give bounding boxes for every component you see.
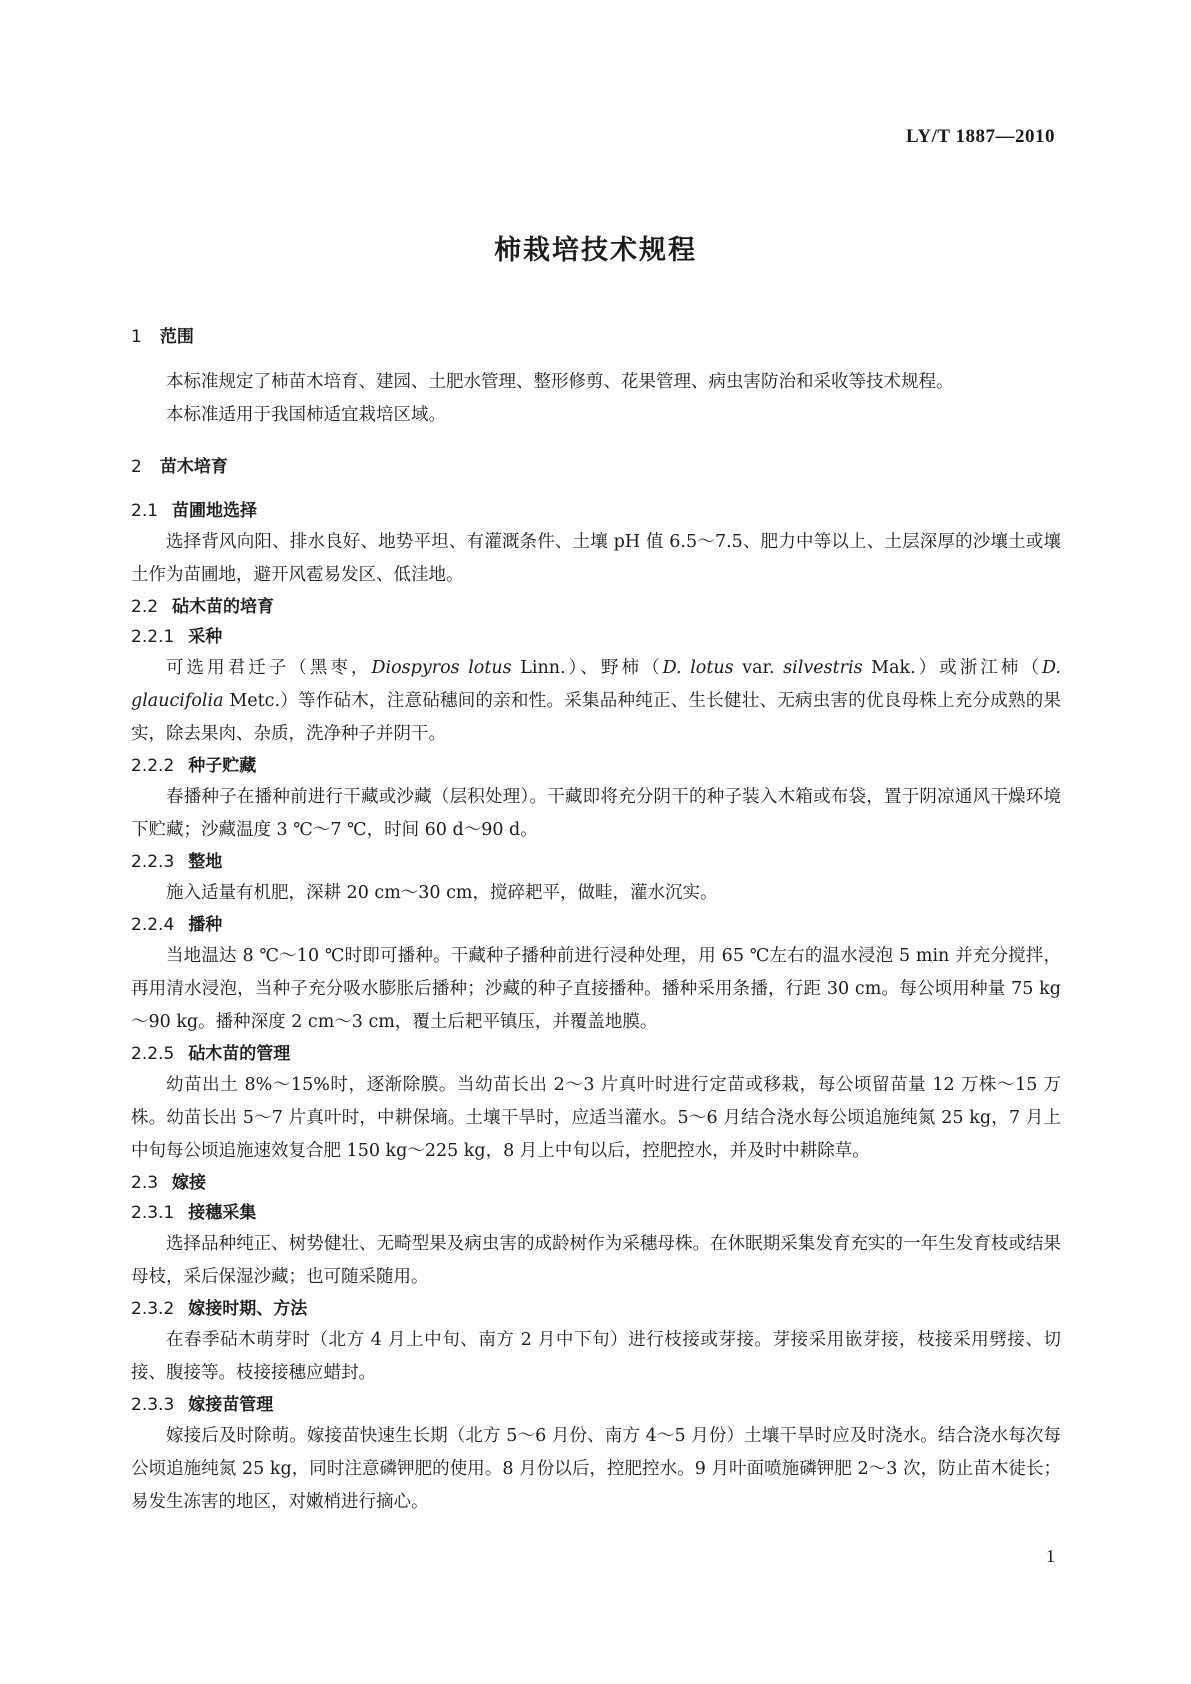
paragraph: 幼苗出土 8%～15%时，逐渐除膜。当幼苗长出 2～3 片真叶时进行定苗或移栽，每公顷留苗量 12 万株～15 万株。幼苗长出 5～7 片真叶时，中耕保墒。土壤干旱时，应适当灌水。5～6 月结合浇水每公顷追施纯氮 25 kg，7 月上中旬每公顷追施速效复合肥 150 kg～225 kg，8 月上中旬以后，控肥控水，并及时中耕除草。 — [131, 1075, 1061, 1161]
section-2-heading — [131, 450, 1061, 484]
section-2-2-5-heading — [131, 1039, 1061, 1069]
section-2-3-heading — [131, 1168, 1061, 1198]
section-number: 2.2.3 — [131, 852, 175, 872]
page-number: 1 — [1046, 1546, 1055, 1566]
paragraph: 选择品种纯正、树势健壮、无畸型果及病虫害的成龄树作为采穗母株。在休眠期采集发育充实的一年生发育枝或结果母枝，采后保湿沙藏；也可随采随用。 — [131, 1234, 1061, 1287]
section-title: 嫁接苗管理 — [188, 1395, 274, 1415]
paragraph: 嫁接后及时除萌。嫁接苗快速生长期（北方 5～6 月份、南方 4～5 月份）土壤干旱时应及时浇水。结合浇水每次每公顷追施纯氮 25 kg，同时注意磷钾肥的使用。8 月份以后，控肥控水。9 月叶面喷施磷钾肥 2～3 次，防止苗木徒长；易发生冻害的地区，对嫩梢进行摘心。 — [131, 1426, 1061, 1512]
section-2-2-4-heading — [131, 910, 1061, 940]
section-title: 砧木苗的培育 — [172, 597, 275, 617]
paragraph: 施入适量有机肥，深耕 20 cm～30 cm，搅碎耙平，做畦，灌水沉实。 — [166, 883, 718, 903]
section-title: 播种 — [188, 915, 223, 935]
section-title: 苗圃地选择 — [172, 501, 258, 521]
section-number: 2 — [131, 457, 142, 477]
latin-name: silvestris — [783, 658, 863, 678]
section-title: 接穗采集 — [188, 1203, 257, 1223]
section-2-3-1-heading — [131, 1198, 1061, 1228]
document-title: 柿栽培技术规程 — [494, 235, 697, 266]
section-title: 范围 — [159, 327, 194, 347]
text-run: var. — [733, 658, 784, 678]
paragraph: 当地温达 8 ℃～10 ℃时即可播种。干藏种子播种前进行浸种处理，用 65 ℃左右的温水浸泡 5 min 并充分搅拌，再用清水浸泡，当种子充分吸水膨胀后播种；沙藏的种子直接播种。播种采用条播，行距 30 cm。每公顷用种量 75 kg～90 kg。播种深度 2 cm～3 cm，覆土后耙平镇压，并覆盖地膜。 — [131, 946, 1061, 1032]
section-title: 嫁接时期、方法 — [188, 1299, 308, 1319]
section-title: 苗木培育 — [159, 457, 228, 477]
section-1-heading — [131, 320, 1061, 354]
text-run: Linn.）、野柿（ — [511, 658, 663, 678]
paragraph — [131, 652, 1061, 751]
section-number: 2.2.4 — [131, 915, 175, 935]
section-2-3-2-heading — [131, 1294, 1061, 1324]
text-run: Mak.）或浙江柿（ — [862, 658, 1043, 678]
section-number: 1 — [131, 327, 142, 347]
paragraph: 选择背风向阳、排水良好、地势平坦、有灌溉条件、土壤 pH 值 6.5～7.5、肥力中等以上、土层深厚的沙壤土或壤土作为苗圃地，避开风雹易发区、低洼地。 — [131, 532, 1061, 585]
standard-code: LY/T 1887—2010 — [905, 126, 1055, 147]
section-title: 嫁接 — [172, 1173, 207, 1193]
latin-name: D. glaucifolia — [131, 658, 1061, 711]
section-number: 2.1 — [131, 501, 159, 521]
section-title: 砧木苗的管理 — [188, 1044, 291, 1064]
section-number: 2.2 — [131, 597, 159, 617]
section-number: 2.2.2 — [131, 756, 175, 776]
section-title: 整地 — [188, 852, 223, 872]
text-run: 可选用君迁子（黑枣， — [166, 658, 372, 678]
document-body — [131, 320, 1061, 1519]
section-2-2-2-heading — [131, 751, 1061, 781]
section-number: 2.3.2 — [131, 1299, 175, 1319]
section-number: 2.2.5 — [131, 1044, 175, 1064]
latin-name: D. lotus — [662, 658, 734, 678]
text-run: Metc.）等作砧木，注意砧穗间的亲和性。采集品种纯正、生长健壮、无病虫害的优良母株上充分成熟的果实，除去果肉、杂质，洗净种子并阴干。 — [131, 691, 1061, 744]
section-title: 采种 — [188, 627, 223, 647]
section-2-3-3-heading — [131, 1390, 1061, 1420]
section-number: 2.3 — [131, 1173, 159, 1193]
paragraph: 本标准规定了柿苗木培育、建园、土肥水管理、整形修剪、花果管理、病虫害防治和采收等技术规程。 — [166, 372, 954, 392]
section-number: 2.3.1 — [131, 1203, 175, 1223]
section-title: 种子贮藏 — [188, 756, 257, 776]
paragraph: 春播种子在播种前进行干藏或沙藏（层积处理）。干藏即将充分阴干的种子装入木箱或布袋，置于阴凉通风干燥环境下贮藏；沙藏温度 3 ℃～7 ℃，时间 60 d～90 d。 — [131, 787, 1061, 840]
paragraph: 在春季砧木萌芽时（北方 4 月上中旬、南方 2 月中下旬）进行枝接或芽接。芽接采用嵌芽接，枝接采用劈接、切接、腹接等。枝接接穗应蜡封。 — [131, 1330, 1061, 1383]
paragraph: 本标准适用于我国柿适宜栽培区域。 — [166, 405, 446, 425]
latin-name: Diospyros lotus — [371, 658, 512, 678]
section-2-2-3-heading — [131, 847, 1061, 877]
section-number: 2.3.3 — [131, 1395, 175, 1415]
section-2-1-heading — [131, 496, 1061, 526]
section-number: 2.2.1 — [131, 627, 175, 647]
section-2-2-1-heading — [131, 622, 1061, 652]
section-2-2-heading — [131, 592, 1061, 622]
